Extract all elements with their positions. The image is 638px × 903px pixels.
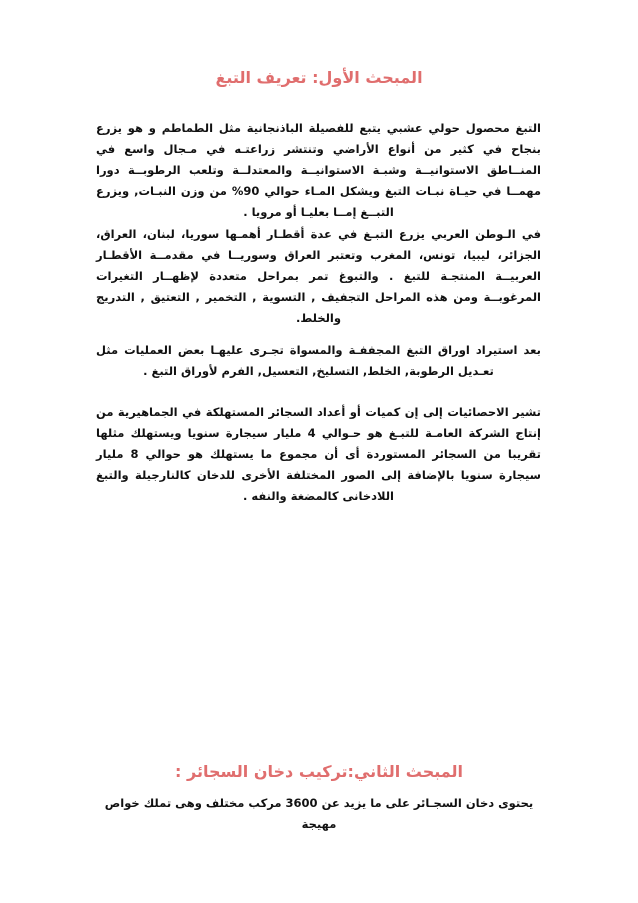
section-1-paragraph-4: تشير الاحصائيات إلى إن كميات أو أعداد السجائر المستهلكة في الجماهيرية من إنتاج الشركة العامـة للتبـغ هو حـوالي 4 مليار سيجارة سنويا ويستهلك مثلها تقريبا من السجائر المستوردة أى أن مجموع ما يستهلك هو حوالي 8 مليار سيجارة سنويا بالإضافة إلى الصور المختلفة الأخرى للدخان كالنارجيلة والتبغ اللادخانى كالمضغة والنفه . [96,405,542,503]
section-1-paragraph-2: في الـوطن العربي يزرع التبـغ في عدة أقطـار أهمـها سوريا، لبنان، العراق، الجزائر، ليبيا، تونس، المغرب وتعتبر العراق وسوريــا في مقدمــة الأقطـار العربيــة المنتجـة للتبغ . والتبوغ تمر بمراحل متعددة لإظهــار التغيرات المرغوبــة ومن هذه المراحل التجفيف , التسوية , التخمير , التعتيق , التدريج والخلط. [96,227,541,325]
section-1-paragraph-3: بعد استيراد اوراق التبغ المجففـة والمسواة تجـرى عليهـا بعض العمليات مثل تعـديل الرطوبة, الخلط, التسليخ, التعسيل, الفرم لأوراق التبغ . [96,343,541,378]
section-2-paragraph-1: يحتوى دخان السجـائر على ما يزيد عن 3600 مركب مختلف وهى تملك خواص مهيجة [104,796,534,831]
section-1-title: المبحث الأول: تعريف التبغ [215,68,423,87]
section-2-title: المبحث الثاني:تركيب دخان السجائر : [175,762,463,781]
section-1-paragraph-1: التبغ محصول حولي عشبي يتبع للفصيلة الباذنجانية مثل الطماطم و هو يزرع بنجاح في كثير من أنواع الأراضي وتنتشر زراعتـه في مـجال واسع في المنــاطق الاستوانيــة وشبـة الاستوانيــة والمعتدلــة وتلعب الرطوبــة دورا مهمــا في حيـاة نبـات التبغ ويشكل المـاء حوالي 90% من وزن النبـات, ويزرع التبــغ إمــا بعليـا أو مرويا . [96,121,541,219]
